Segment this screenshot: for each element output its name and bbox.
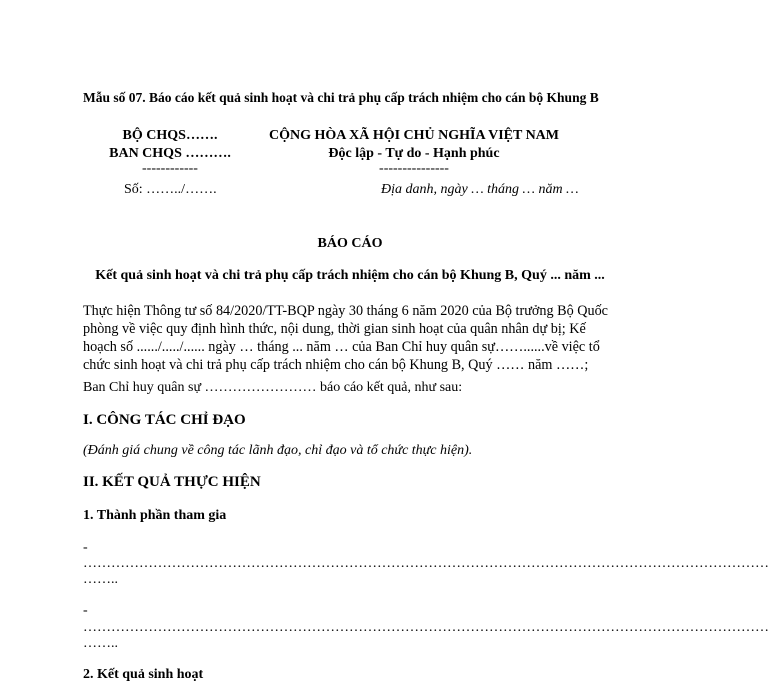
- dot-fill-line: …………………………………………………………………………………………………………………………………: [83, 620, 769, 635]
- right-header-rule: ---------------: [379, 161, 449, 176]
- document-number: Số: ……../…….: [124, 182, 217, 197]
- national-motto: Độc lập - Tự do - Hạnh phúc: [328, 146, 500, 161]
- dot-fill-tail: ……..: [83, 572, 118, 587]
- report-title: BÁO CÁO: [317, 236, 383, 251]
- national-title: CỘNG HÒA XÃ HỘI CHỦ NGHĨA VIỆT NAM: [268, 128, 559, 143]
- ministry-line: BỘ CHQS…….: [122, 128, 218, 143]
- intro-paragraph: Thực hiện Thông tư số 84/2020/TT-BQP ngày 30 tháng 6 năm 2020 của Bộ trưởng Bộ Quốc phòng về việc quy định hình thức, nội dung, thời gian sinh hoạt của quân nhân dự bị; Kế hoạch số ....../...../...... ngày … tháng ... năm … của Ban Chỉ huy quân sự……......về việc tổ chức sinh hoạt và chi trả phụ cấp trách nhiệm cho cán bộ Khung B, Quý …… năm ……;: [83, 303, 608, 373]
- dot-fill-tail: ……..: [83, 636, 118, 651]
- place-date: Địa danh, ngày … tháng … năm …: [381, 182, 579, 197]
- committee-line: BAN CHQS ……….: [109, 146, 231, 161]
- report-line: Ban Chỉ huy quân sự …………………… báo cáo kết quả, như sau:: [83, 380, 463, 395]
- dash-marker: -: [83, 603, 88, 618]
- subsection2-heading: 2. Kết quả sinh hoạt: [83, 667, 204, 682]
- section1-note: (Đánh giá chung về công tác lãnh đạo, chỉ đạo và tổ chức thực hiện).: [83, 443, 473, 458]
- section2-heading: II. KẾT QUẢ THỰC HIỆN: [83, 474, 261, 490]
- left-header-rule: ------------: [142, 161, 198, 176]
- dot-fill-line: …………………………………………………………………………………………………………………………………: [83, 556, 769, 571]
- section1-heading: I. CÔNG TÁC CHỈ ĐẠO: [83, 412, 246, 428]
- subsection1-heading: 1. Thành phần tham gia: [83, 508, 227, 523]
- dash-marker: -: [83, 540, 88, 555]
- form-title: Mẫu số 07. Báo cáo kết quả sinh hoạt và chi trả phụ cấp trách nhiệm cho cán bộ Khung B: [83, 90, 599, 105]
- report-subtitle: Kết quả sinh hoạt và chi trả phụ cấp trách nhiệm cho cán bộ Khung B, Quý ... năm ...: [95, 268, 605, 283]
